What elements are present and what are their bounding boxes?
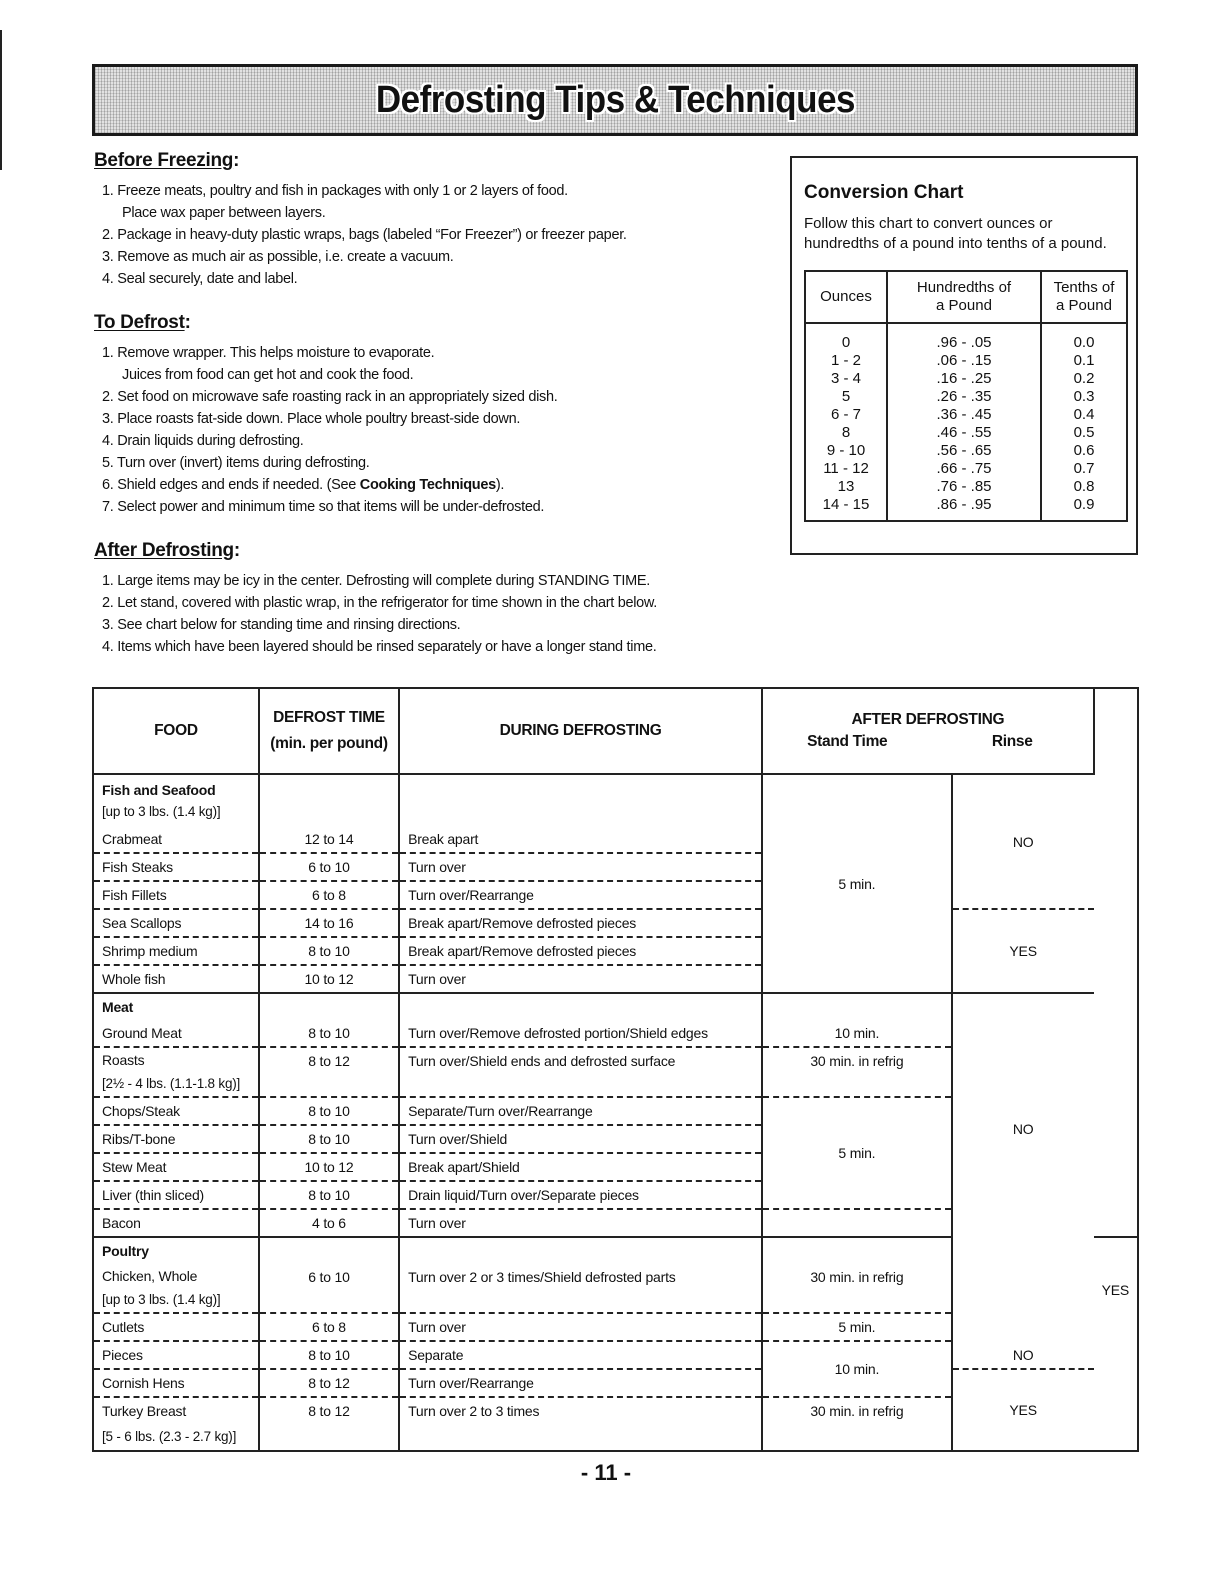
conversion-table [804, 270, 1128, 522]
list-item: 3. See chart below for standing time and rinsing directions. [102, 617, 461, 633]
list-item: 1. Remove wrapper. This helps moisture to evaporate. Juices from food can get hot and cook the food. [102, 345, 435, 383]
column-header-after: AFTER DEFROSTING Stand Time Rinse [762, 688, 1093, 774]
table-row: Cornish Hens 8 to 12 Turn over/Rearrange YES [93, 1369, 1138, 1397]
stand-time-cell: 10 min. [762, 1341, 952, 1397]
hundredths-column: .96 - .05 .06 - .15 .16 - .25 .26 - .35 .36 - .45 .46 - .55 .56 - .65 .66 - .75 .76 - .85 .86 - .95 [887, 323, 1041, 521]
rinse-cell: YES [1009, 1402, 1037, 1418]
table-row: Pieces 8 to 10 Separate 10 min. NO [93, 1341, 1138, 1369]
rinse-cell: NO [952, 774, 1094, 909]
list-item: 5. Turn over (invert) items during defrosting. [102, 455, 370, 471]
table-row: Meat NO [93, 993, 1138, 1020]
list-item: 4. Items which have been layered should be rinsed separately or have a longer stand time. [102, 639, 657, 655]
list-item: 1. Large items may be icy in the center. Defrosting will complete during STANDING TIME. [102, 573, 650, 589]
column-header-hundredths: Hundredths of a Pound [887, 271, 1041, 323]
list-item: 4. Seal securely, date and label. [102, 271, 298, 287]
rinse-cell: NO [952, 1341, 1094, 1369]
table-row: Whole fish 10 to 12 Turn over [93, 965, 1138, 993]
list-item: 3. Remove as much air as possible, i.e. create a vacuum. [102, 249, 454, 265]
table-row: Fish and Seafood [up to 3 lbs. (1.4 kg)] 5 min. NO [93, 774, 1138, 826]
list-item: 2. Set food on microwave safe roasting rack in an appropriately sized dish. [102, 389, 558, 405]
cross-reference: Cooking Techniques [359, 477, 496, 493]
column-header-tenths: Tenths of a Pound [1041, 271, 1127, 323]
table-row: Cutlets 6 to 8 Turn over 5 min. [93, 1313, 1138, 1341]
column-header-food: FOOD [93, 688, 259, 774]
table-row: Turkey Breast [5 - 6 lbs. (2.3 - 2.7 kg)] 8 to 12 Turn over 2 to 3 times 30 min. in refrig [93, 1397, 1138, 1451]
table-row: Poultry YES [93, 1237, 1138, 1264]
table-row: Bacon 4 to 6 Turn over [93, 1209, 1138, 1237]
table-row: Roasts [2½ - 4 lbs. (1.1-1.8 kg)] 8 to 12 Turn over/Shield ends and defrosted surface 30 min. in refrig [93, 1047, 1138, 1097]
table-row: Chicken, Whole [up to 3 lbs. (1.4 kg)] 6 to 10 Turn over 2 or 3 times/Shield defrosted parts 30 min. in refrig [93, 1264, 1138, 1313]
list-item: 6. Shield edges and ends if needed. (See Cooking Techniques). [102, 477, 505, 493]
table-row: Chops/Steak 8 to 10 Separate/Turn over/Rearrange 5 min. [93, 1097, 1138, 1125]
conversion-chart-box [790, 156, 1138, 555]
rinse-cell: NO [952, 993, 1094, 1264]
column-header-during: DURING DEFROSTING [399, 688, 762, 774]
defrost-table [92, 687, 1139, 1452]
page-edge-rule [0, 30, 2, 170]
stand-time-cell: 5 min. [762, 1097, 952, 1209]
list-item: 2. Package in heavy-duty plastic wraps, bags (labeled “For Freezer”) or freezer paper. [102, 227, 627, 243]
list-item: 4. Drain liquids during defrosting. [102, 433, 304, 449]
section-heading: Before Freezing: [94, 150, 240, 171]
before-freezing-section [94, 150, 794, 290]
conversion-chart-description: Follow this chart to convert ounces or hundredths of a pound into tenths of a pound. [804, 215, 1107, 252]
table-row: Ground Meat 8 to 10 Turn over/Remove defrosted portion/Shield edges 10 min. [93, 1020, 1138, 1047]
to-defrost-section [94, 312, 794, 518]
table-row: Fish Steaks 6 to 10 Turn over [93, 853, 1138, 881]
instruction-list [94, 180, 794, 290]
ounces-column: 0 1 - 2 3 - 4 5 6 - 7 8 9 - 10 11 - 12 13 14 - 15 [805, 323, 887, 521]
table-row: Liver (thin sliced) 8 to 10 Drain liquid/Turn over/Separate pieces [93, 1181, 1138, 1209]
table-row: Fish Fillets 6 to 8 Turn over/Rearrange [93, 881, 1138, 909]
table-row: Crabmeat 12 to 14 Break apart [93, 826, 1138, 853]
stand-time-cell: 5 min. [762, 774, 952, 993]
table-row: Ribs/T-bone 8 to 10 Turn over/Shield [93, 1125, 1138, 1153]
table-row: Shrimp medium 8 to 10 Break apart/Remove defrosted pieces [93, 937, 1138, 965]
list-item: 1. Freeze meats, poultry and fish in packages with only 1 or 2 layers of food. Place wax paper between layers. [102, 183, 568, 221]
list-item: 7. Select power and minimum time so that items will be under-defrosted. [102, 499, 545, 515]
section-heading: To Defrost: [94, 312, 191, 333]
title-banner [92, 64, 1138, 136]
list-item: 3. Place roasts fat-side down. Place whole poultry breast-side down. [102, 411, 521, 427]
tenths-column: 0.0 0.1 0.2 0.3 0.4 0.5 0.6 0.7 0.8 0.9 [1041, 323, 1127, 521]
instruction-list [94, 570, 794, 658]
column-header-ounces: Ounces [805, 271, 887, 323]
column-header-defrost-time: DEFROST TIME (min. per pound) [259, 688, 399, 774]
subheader-stand-time: Stand Time [807, 733, 888, 750]
rinse-cell: YES [1094, 1237, 1138, 1341]
page-title: Defrosting Tips & Techniques [375, 78, 855, 121]
table-row: Sea Scallops 14 to 16 Break apart/Remove defrosted pieces YES [93, 909, 1138, 937]
table-row: Stew Meat 10 to 12 Break apart/Shield [93, 1153, 1138, 1181]
after-defrosting-section [94, 540, 794, 658]
subheader-rinse: Rinse [991, 733, 1033, 750]
section-heading: After Defrosting: [94, 540, 240, 561]
conversion-chart-title: Conversion Chart [804, 182, 964, 203]
instruction-list [94, 342, 794, 518]
rinse-cell: YES [1009, 943, 1037, 959]
list-item: 2. Let stand, covered with plastic wrap, in the refrigerator for time shown in the chart below. [102, 595, 658, 611]
page-number: - 11 - [580, 1460, 632, 1485]
